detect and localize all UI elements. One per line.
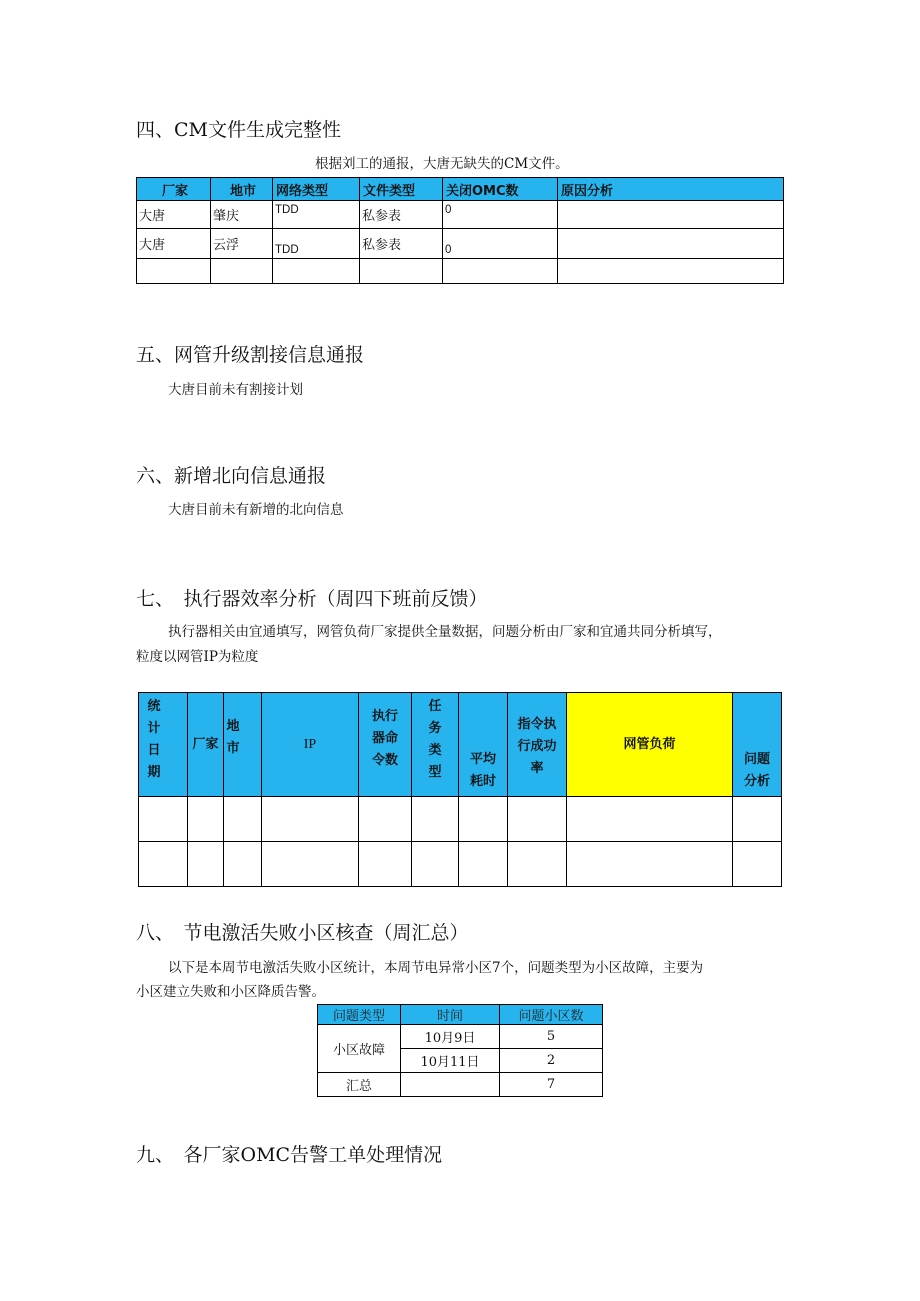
cell-total-value: 7 <box>500 1073 603 1097</box>
table-row <box>137 229 784 259</box>
cell: 大唐 <box>137 229 211 259</box>
section-7-text-line2: 粒度以网管IP为粒度 <box>136 649 259 665</box>
cell: 0 <box>443 229 558 259</box>
section-8-text-line1: 以下是本周节电激活失败小区统计，本周节电异常小区7个，问题类型为小区故障，主要为 <box>168 960 704 976</box>
cell <box>273 259 360 284</box>
col-closed-omc: 关闭OMC数 <box>443 178 558 201</box>
table-header-row <box>318 1005 603 1025</box>
cell: 大唐 <box>137 201 211 229</box>
col-avg-time: 平均耗时 <box>459 693 508 797</box>
col-network-type: 网络类型 <box>273 178 360 201</box>
cell <box>558 201 784 229</box>
col-success-rate: 指令执行成功率 <box>508 693 567 797</box>
cell: 私参表 <box>360 201 443 229</box>
cell: 5 <box>500 1025 603 1049</box>
cell-problem-type: 小区故障 <box>318 1025 401 1073</box>
cell <box>558 259 784 284</box>
section-5-title: 五、网管升级割接信息通报 <box>136 344 365 366</box>
table-row <box>139 797 782 842</box>
executor-efficiency-table <box>138 692 782 887</box>
section-8-text-line2: 小区建立失败和小区降质告警。 <box>136 984 325 1000</box>
section-4-note: 根据刘工的通报，大唐无缺失的CM文件。 <box>315 156 569 172</box>
cell <box>443 259 558 284</box>
table-row <box>139 842 782 887</box>
cell <box>360 259 443 284</box>
col-nms-load: 网管负荷 <box>567 693 733 797</box>
section-7-title: 七、 执行器效率分析（周四下班前反馈） <box>136 588 488 610</box>
section-4-title: 四、CM文件生成完整性 <box>136 119 341 141</box>
col-vendor: 厂家 <box>137 178 211 201</box>
col-file-type: 文件类型 <box>360 178 443 201</box>
cell: 2 <box>500 1049 603 1073</box>
table-row-total <box>318 1073 603 1097</box>
col-reason: 原因分析 <box>558 178 784 201</box>
cell <box>211 259 273 284</box>
table-row <box>137 259 784 284</box>
table-row <box>318 1025 603 1049</box>
col-stat-date: 统计日期 <box>139 693 188 797</box>
table-header-row <box>137 178 784 201</box>
cm-file-table <box>136 177 784 284</box>
cell: TDD <box>273 229 360 259</box>
section-7-text-line1: 执行器相关由宜通填写，网管负荷厂家提供全量数据，问题分析由厂家和宜通共同分析填写， <box>168 624 722 640</box>
cell: TDD <box>273 201 360 229</box>
section-9-title: 九、 各厂家OMC告警工单处理情况 <box>136 1144 443 1166</box>
col-problem-analysis: 问题分析 <box>733 693 782 797</box>
col-problem-type: 问题类型 <box>318 1005 401 1025</box>
cell: 10月11日 <box>401 1049 500 1073</box>
power-saving-failure-table <box>317 1004 603 1097</box>
col-time: 时间 <box>401 1005 500 1025</box>
col-city: 地市 <box>224 693 262 797</box>
col-problem-cell-count: 问题小区数 <box>500 1005 603 1025</box>
col-ip: IP <box>262 693 359 797</box>
cell: 私参表 <box>360 229 443 259</box>
col-vendor: 厂家 <box>188 693 224 797</box>
section-8-title: 八、 节电激活失败小区核查（周汇总） <box>136 922 469 944</box>
cell-total-label: 汇总 <box>318 1073 401 1097</box>
col-task-type: 任务类型 <box>412 693 459 797</box>
col-executor-commands: 执行器命令数 <box>359 693 412 797</box>
section-6-text: 大唐目前未有新增的北向信息 <box>168 502 344 518</box>
cell <box>137 259 211 284</box>
cell: 10月9日 <box>401 1025 500 1049</box>
table-header-row <box>139 693 782 797</box>
section-5-text: 大唐目前未有割接计划 <box>168 382 303 398</box>
cell <box>558 229 784 259</box>
cell: 肇庆 <box>211 201 273 229</box>
cell: 0 <box>443 201 558 229</box>
table-row <box>137 201 784 229</box>
cell: 云浮 <box>211 229 273 259</box>
section-6-title: 六、新增北向信息通报 <box>136 465 327 487</box>
col-city: 地市 <box>211 178 273 201</box>
